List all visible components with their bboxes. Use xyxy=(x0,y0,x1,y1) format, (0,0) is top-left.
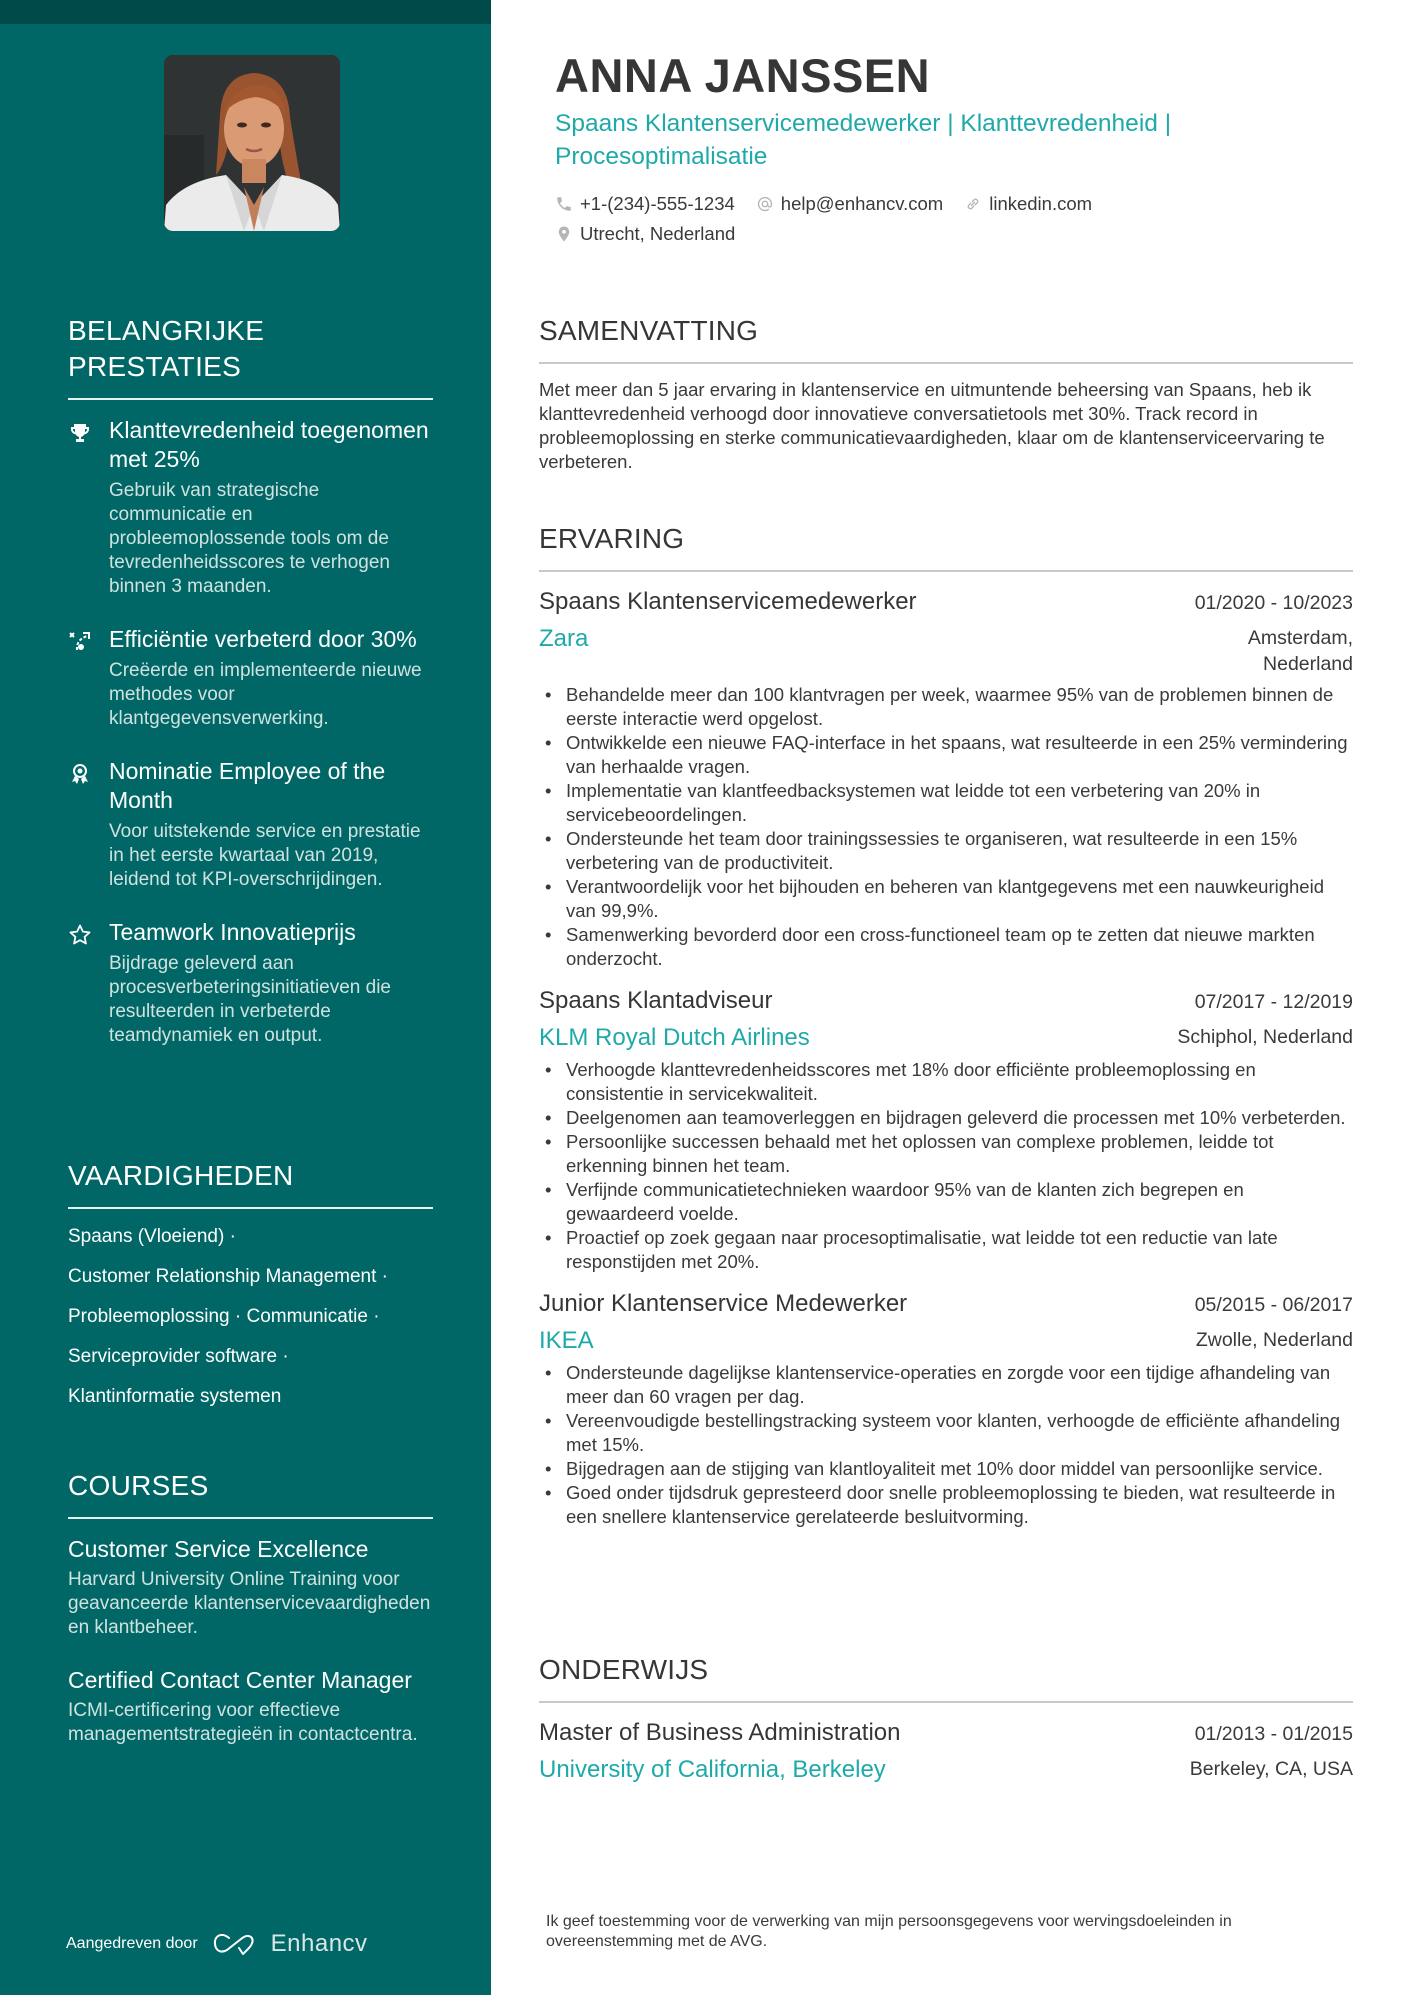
contact-info xyxy=(555,189,1345,249)
achievement-title: Teamwork Innovatieprijs xyxy=(109,919,356,945)
job-location: Zwolle, Nederland xyxy=(1195,1329,1353,1351)
job-bullet: • Deelgenomen aan teamoverleggen en bijdragen geleverd die processen met 10% verbeterden. xyxy=(539,1106,1353,1130)
achievement-description: Gebruik van strategische communicatie en probleemoplossende tools om de tevredenheidsscores te verhogen binnen 3 maanden. xyxy=(109,480,390,597)
achievement-description: Voor uitstekende service en prestatie in het eerste kwartaal van 2019, leidend tot KPI-overschrijdingen. xyxy=(109,821,421,890)
job-bullet: • Bijgedragen aan de stijging van klantloyaliteit met 10% door middel van persoonlijke service. xyxy=(539,1457,1353,1481)
link-icon xyxy=(964,195,982,213)
job-bullet: • Verantwoordelijk voor het bijhouden en beheren van klantgegevens met een nauwkeurigheid van 99,9%. xyxy=(539,875,1353,923)
achievement-title: Nominatie Employee of the Month xyxy=(109,758,386,813)
candidate-name: ANNA JANSSEN xyxy=(555,49,931,102)
job-bullet: • Samenwerking bevorderd door een cross-functioneel team op te zetten dat nieuwe markten onderzocht. xyxy=(539,923,1353,971)
phone-icon xyxy=(555,195,573,213)
enhancv-brand: Enhancv xyxy=(270,1930,368,1957)
resume-header xyxy=(555,48,1345,249)
job-entry xyxy=(539,586,1353,971)
skills-section xyxy=(68,1158,433,1425)
contact-phone[interactable] xyxy=(555,189,735,219)
section-divider xyxy=(68,1517,433,1519)
job-bullet: • Goed onder tijdsdruk gepresteerd door snelle probleemoplossing te bieden, wat resulteerde in een snellere klantenservice gerelateerde besluitvorming. xyxy=(539,1481,1353,1529)
experience-section xyxy=(539,521,1353,1543)
job-bullet: • Vereenvoudigde bestellingstracking systeem voor klanten, verhoogde de efficiënte afhandeling met 15%. xyxy=(539,1409,1353,1457)
job-title: Spaans Klantenservicemedewerker xyxy=(539,588,917,615)
skill-line: Klantinformatie systemen xyxy=(68,1386,282,1407)
gdpr-consent-note: Ik geef toestemming voor de verwerking van mijn persoonsgegevens voor wervingsdoeleinden in overeenstemming met de AVG. xyxy=(546,1913,1232,1950)
job-dates: 01/2020 - 10/2023 xyxy=(1194,592,1353,614)
achievements-title: BELANGRIJKE PRESTATIES xyxy=(68,315,265,382)
education-location: Berkeley, CA, USA xyxy=(1189,1758,1353,1780)
trophy-icon xyxy=(68,421,92,445)
education-dates: 01/2013 - 01/2015 xyxy=(1194,1723,1353,1745)
linkedin-value: linkedin.com xyxy=(989,193,1093,214)
location-pin-icon xyxy=(555,225,573,243)
job-company: KLM Royal Dutch Airlines xyxy=(539,1024,810,1051)
job-dates: 05/2015 - 06/2017 xyxy=(1194,1294,1353,1316)
section-divider xyxy=(539,362,1353,364)
experience-title: ERVARING xyxy=(539,523,685,554)
job-title: Junior Klantenservice Medewerker xyxy=(539,1290,908,1317)
profile-photo xyxy=(164,55,340,231)
education-title: ONDERWIJS xyxy=(539,1654,709,1685)
location-value: Utrecht, Nederland xyxy=(580,223,736,244)
job-location: Schiphol, Nederland xyxy=(1177,1026,1353,1048)
phone-value: +1-(234)-555-1234 xyxy=(580,193,735,214)
section-divider xyxy=(539,1701,1353,1703)
skill-line: Probleemoplossing · Communicatie · xyxy=(68,1306,380,1327)
section-divider xyxy=(68,1207,433,1209)
job-title: Spaans Klantadviseur xyxy=(539,987,773,1014)
job-company: IKEA xyxy=(539,1327,594,1354)
section-divider xyxy=(68,398,433,400)
skill-line: Spaans (Vloeiend) · xyxy=(68,1226,236,1247)
medal-icon xyxy=(68,762,92,786)
course-item xyxy=(68,1666,433,1747)
job-company: Zara xyxy=(539,625,589,652)
strategy-arrow-icon xyxy=(68,630,92,654)
achievement-item xyxy=(68,625,433,731)
at-icon xyxy=(756,195,774,213)
achievement-item xyxy=(68,918,433,1048)
degree: Master of Business Administration xyxy=(539,1719,901,1746)
job-bullet: • Behandelde meer dan 100 klantvragen per week, waarmee 95% van de problemen binnen de eerste interactie werd opgelost. xyxy=(539,683,1353,731)
job-dates: 07/2017 - 12/2019 xyxy=(1194,991,1353,1013)
sidebar-top-bar xyxy=(0,0,491,24)
star-icon xyxy=(68,923,92,947)
summary-title: SAMENVATTING xyxy=(539,315,759,346)
sidebar xyxy=(0,0,491,1995)
achievement-title: Klanttevredenheid toegenomen met 25% xyxy=(109,417,429,472)
skills-title: VAARDIGHEDEN xyxy=(68,1160,294,1191)
education-entry xyxy=(539,1717,1353,1784)
education-section xyxy=(539,1652,1353,1798)
skill-line: Serviceprovider software · xyxy=(68,1346,289,1367)
course-title: Customer Service Excellence xyxy=(68,1536,369,1562)
course-title: Certified Contact Center Manager xyxy=(68,1667,412,1693)
job-bullet: • Proactief op zoek gegaan naar procesoptimalisatie, wat leidde tot een reductie van late responstijden met 20%. xyxy=(539,1226,1353,1274)
job-bullet: • Ondersteunde dagelijkse klantenservice-operaties en zorgde voor een tijdige afhandeling van meer dan 60 vragen per dag. xyxy=(539,1361,1353,1409)
course-description: Harvard University Online Training voor geavanceerde klantenservicevaardigheden en klantbeheer. xyxy=(68,1569,431,1638)
job-bullets xyxy=(539,683,1353,971)
job-entry xyxy=(539,985,1353,1274)
achievement-description: Creëerde en implementeerde nieuwe methodes voor klantgegevensverwerking. xyxy=(109,660,422,729)
skill-line: Customer Relationship Management · xyxy=(68,1266,388,1287)
job-bullet: • Persoonlijke successen behaald met het oplossen van complexe problemen, leidde tot erkenning binnen het team. xyxy=(539,1130,1353,1178)
job-bullet: • Ontwikkelde een nieuwe FAQ-interface in het spaans, wat resulteerde in een 25% vermindering van herhaalde vragen. xyxy=(539,731,1353,779)
contact-email[interactable] xyxy=(756,189,943,219)
course-item xyxy=(68,1535,433,1640)
achievement-item xyxy=(68,416,433,599)
job-bullet: • Implementatie van klantfeedbacksystemen wat leidde tot een verbetering van 20% in servicebeoordelingen. xyxy=(539,779,1353,827)
section-divider xyxy=(539,570,1353,572)
candidate-headline: Spaans Klantenservicemedewerker | Klanttevredenheid | Procesoptimalisatie xyxy=(555,110,1172,170)
achievement-title: Efficiëntie verbeterd door 30% xyxy=(109,626,417,652)
contact-location xyxy=(555,219,735,249)
portrait-image xyxy=(164,55,340,231)
achievements-section xyxy=(68,313,433,1074)
school: University of California, Berkeley xyxy=(539,1756,886,1783)
job-location: Amsterdam, Nederland xyxy=(1247,627,1353,675)
courses-section xyxy=(68,1468,433,1773)
email-value: help@enhancv.com xyxy=(780,193,944,214)
job-bullet: • Ondersteunde het team door trainingssessies te organiseren, wat resulteerde in een 15% verbetering van de productiviteit. xyxy=(539,827,1353,875)
job-entry xyxy=(539,1288,1353,1529)
job-bullets xyxy=(539,1361,1353,1529)
enhancv-logo-icon xyxy=(211,1931,259,1957)
contact-linkedin[interactable] xyxy=(964,189,1092,219)
course-description: ICMI-certificering voor effectieve managementstrategieën in contactcentra. xyxy=(68,1700,418,1745)
achievement-item xyxy=(68,757,433,892)
summary-text: Met meer dan 5 jaar ervaring in klantenservice en uitmuntende beheersing van Spaans, heb ik klanttevredenheid verhoogd door innovatieve conversatietools met 30%. Track record in probleemoplossing en sterke communicatievaardigheden, klaar om de klantenserviceervaring te verbeteren. xyxy=(539,379,1325,472)
job-bullet: • Verhoogde klanttevredenheidsscores met 18% door efficiënte probleemoplossing en consistentie in servicekwaliteit. xyxy=(539,1058,1353,1106)
job-bullet: • Verfijnde communicatietechnieken waardoor 95% van de klanten zich begrepen en gewaardeerd voelde. xyxy=(539,1178,1353,1226)
powered-by-label: Aangedreven door xyxy=(66,1935,198,1952)
courses-title: COURSES xyxy=(68,1470,209,1501)
job-bullets xyxy=(539,1058,1353,1274)
achievement-description: Bijdrage geleverd aan procesverbeteringsinitiatieven die resulteerden in verbeterde teamdynamiek en output. xyxy=(109,953,391,1046)
powered-by[interactable] xyxy=(66,1930,368,1958)
summary-section xyxy=(539,313,1353,474)
